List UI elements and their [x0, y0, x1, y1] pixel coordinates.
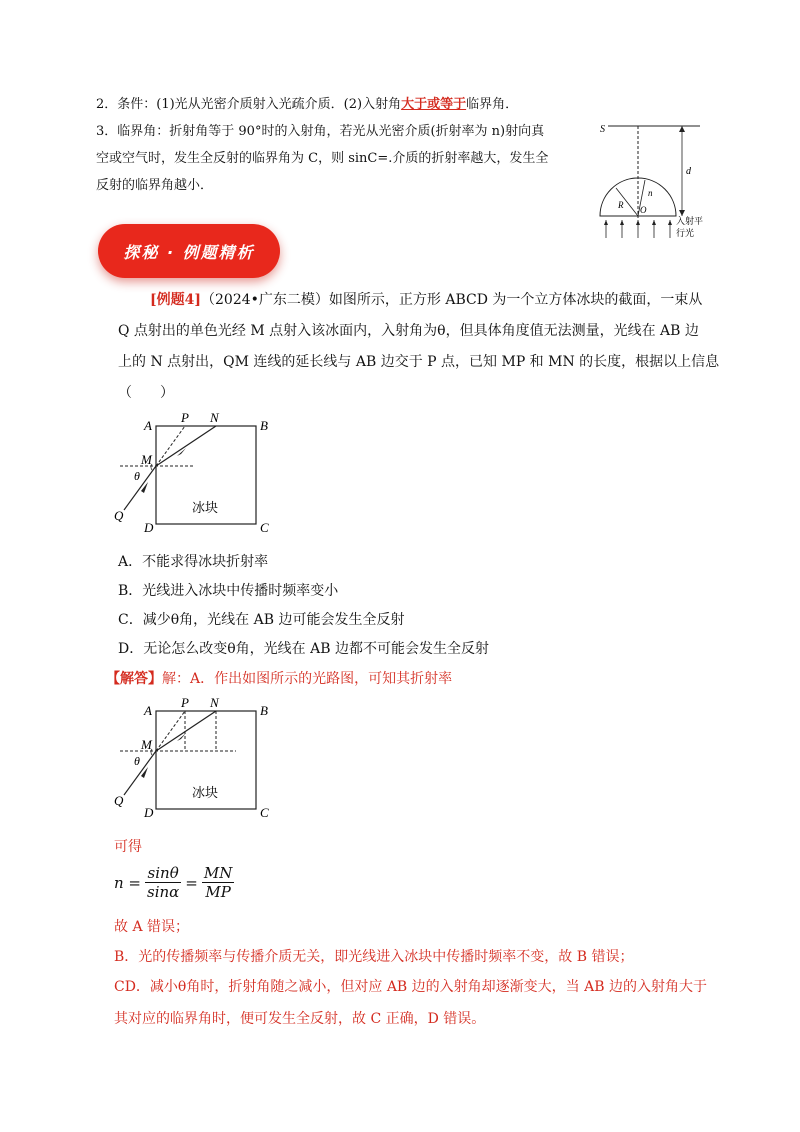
fraction-sin: $\frac{\sin\theta}{\sin\alpha}$ [147, 864, 180, 901]
label-s: S [600, 124, 605, 135]
label-p: P [181, 695, 189, 710]
label-r: R [618, 200, 624, 210]
critical-angle-line-3: 反射的临界角越小． [96, 178, 214, 193]
example-line-2: Q 点射出的单色光经 M 点射入该冰面内，入射角为θ，但具体角度值无法测量，光线在 AB 边 [118, 323, 699, 339]
answer-kede: 可得 [114, 839, 142, 855]
solution-figure [108, 695, 288, 823]
label-q: Q [114, 793, 124, 808]
label-q: Q [114, 508, 124, 523]
answer-intro: 【解答】解：A．作出如图所示的光路图，可知其折射率 [106, 671, 453, 687]
refraction-formula [114, 864, 234, 901]
label-b: B [260, 418, 268, 433]
example-tag: [例题4] [150, 292, 201, 308]
label-m: M [141, 452, 152, 467]
example-line-3: 上的 N 点射出，QM 连线的延长线与 AB 边交于 P 点，已知 MP 和 MN 的长度，根据以上信息 [118, 354, 720, 370]
label-b: B [260, 703, 268, 718]
highlight-text: 大于或等于 [401, 97, 467, 112]
label-light-2: 行光 [676, 228, 695, 238]
explanation-b: B．光的传播频率与传播介质无关，即光线进入冰块中传播时频率不变，故 B 错误； [114, 949, 634, 965]
label-c: C [260, 520, 269, 535]
label-light-1: 入射平 [676, 216, 704, 226]
label-n: n [648, 188, 653, 198]
conclusion-a: 故 A 错误； [114, 919, 190, 935]
label-d: D [144, 805, 154, 820]
answer-tag: 【解答】 [106, 671, 162, 687]
option-b: B．光线进入冰块中传播时频率变小 [118, 583, 339, 599]
label-c: C [260, 805, 269, 820]
condition-line: 2．条件：(1)光从光密介质射入光疏介质．(2)入射角大于或等于临界角． [96, 97, 519, 112]
fraction-lengths: $\frac{MN}{MP}$ [203, 864, 233, 901]
label-a: A [144, 703, 152, 718]
banner-text: 探秘 · 例题精析 [123, 242, 255, 262]
critical-angle-line-2: 空或空气时，发生全反射的临界角为 C，则 sinC=.介质的折射率越大，发生全 [96, 151, 549, 166]
label-ice-block: 冰块 [192, 500, 219, 515]
example-line-4: （ ） [118, 385, 174, 401]
label-ice-block: 冰块 [192, 785, 219, 800]
label-m: M [141, 737, 152, 752]
label-n: N [210, 695, 219, 710]
option-c: C．减少θ角，光线在 AB 边可能会发生全反射 [118, 612, 405, 628]
formula-equals: = [185, 873, 198, 892]
label-p: P [181, 410, 189, 425]
label-o: O [640, 205, 647, 215]
formula-n: n = [114, 873, 141, 892]
critical-angle-line-1: 3．临界角：折射角等于 90°时的入射角，若光从光密介质(折射率为 n)射向真 [96, 124, 545, 139]
label-d: d [686, 166, 691, 177]
ice-block-figure [108, 410, 288, 538]
option-d: D．无论怎么改变θ角，光线在 AB 边都不可能会发生全反射 [118, 641, 489, 657]
option-a: A．不能求得冰块折射率 [118, 554, 269, 570]
label-n: N [210, 410, 219, 425]
explanation-cd-1: CD．减小θ角时，折射角随之减小，但对应 AB 边的入射角却逐渐变大，当 AB 边的入射角大于 [114, 979, 707, 995]
label-a: A [144, 418, 152, 433]
explanation-cd-2: 其对应的临界角时，便可发生全反射，故 C 正确，D 错误。 [114, 1011, 486, 1027]
label-theta: θ [134, 469, 140, 483]
section-banner [98, 224, 280, 278]
label-theta: θ [134, 754, 140, 768]
label-d: D [144, 520, 154, 535]
semicircle-figure [590, 118, 720, 248]
example-line-1: [例题4]（2024•广东二模）如图所示，正方形 ABCD 为一个立方体冰块的截面，一束从 [150, 292, 703, 308]
